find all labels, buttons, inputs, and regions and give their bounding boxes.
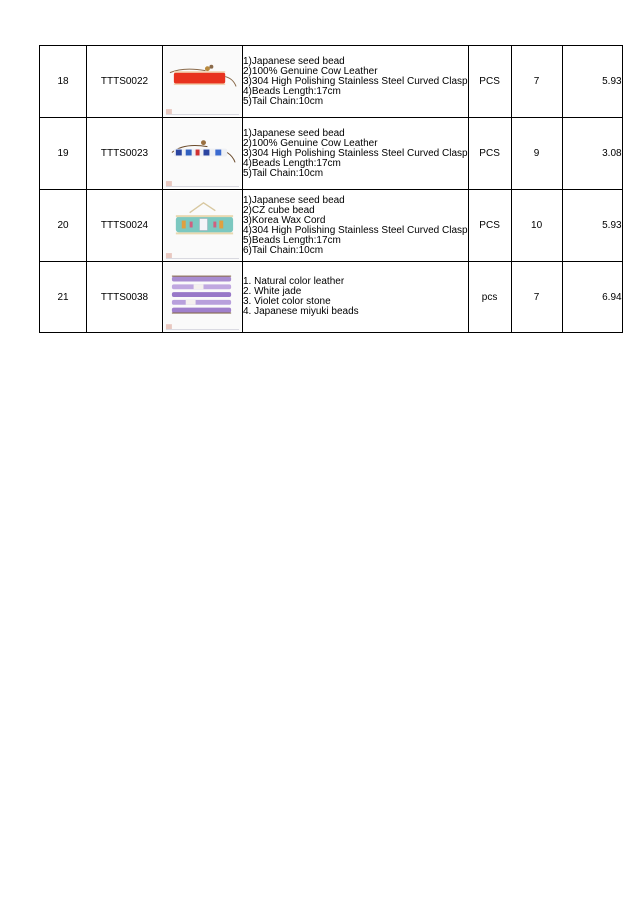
product-code: TTTS0023 [87,118,163,190]
product-description: 1)Japanese seed bead 2)100% Genuine Cow Leather 3)304 High Polishing Stainless Steel Curved Clasp 4)Beads Length:17cm 5)Tail Chain:10cm [243,46,469,118]
row-number: 18 [40,46,87,118]
product-image-violet-wrap-bracelet [163,262,243,333]
quantity: 9 [511,118,562,190]
table-row [40,262,623,333]
quantity: 7 [511,46,562,118]
price: 3.08 [562,118,622,190]
price: 5.93 [562,46,622,118]
quantity: 7 [511,262,562,333]
row-number: 20 [40,190,87,262]
unit: pcs [468,262,511,333]
product-image-red-bracelet [163,46,243,118]
unit: PCS [468,190,511,262]
price: 5.93 [562,190,622,262]
table-row [40,46,623,118]
table-row [40,190,623,262]
product-description: 1)Japanese seed bead 2)CZ cube bead 3)Korea Wax Cord 4)304 High Polishing Stainless Steel Curved Clasp 5)Beads Length:17cm 6)Tail Chain:10cm [243,190,469,262]
unit: PCS [468,46,511,118]
table-row [40,118,623,190]
product-image-turquoise-bracelet [163,190,243,262]
row-number: 19 [40,118,87,190]
product-code: TTTS0022 [87,46,163,118]
product-description: 1. Natural color leather 2. White jade 3. Violet color stone 4. Japanese miyuki beads [243,262,469,333]
product-code: TTTS0024 [87,190,163,262]
row-number: 21 [40,262,87,333]
product-image-blue-bracelet [163,118,243,190]
product-description: 1)Japanese seed bead 2)100% Genuine Cow Leather 3)304 High Polishing Stainless Steel Curved Clasp 4)Beads Length:17cm 5)Tail Chain:10cm [243,118,469,190]
price: 6.94 [562,262,622,333]
product-code: TTTS0038 [87,262,163,333]
quantity: 10 [511,190,562,262]
product-table [39,45,623,333]
unit: PCS [468,118,511,190]
